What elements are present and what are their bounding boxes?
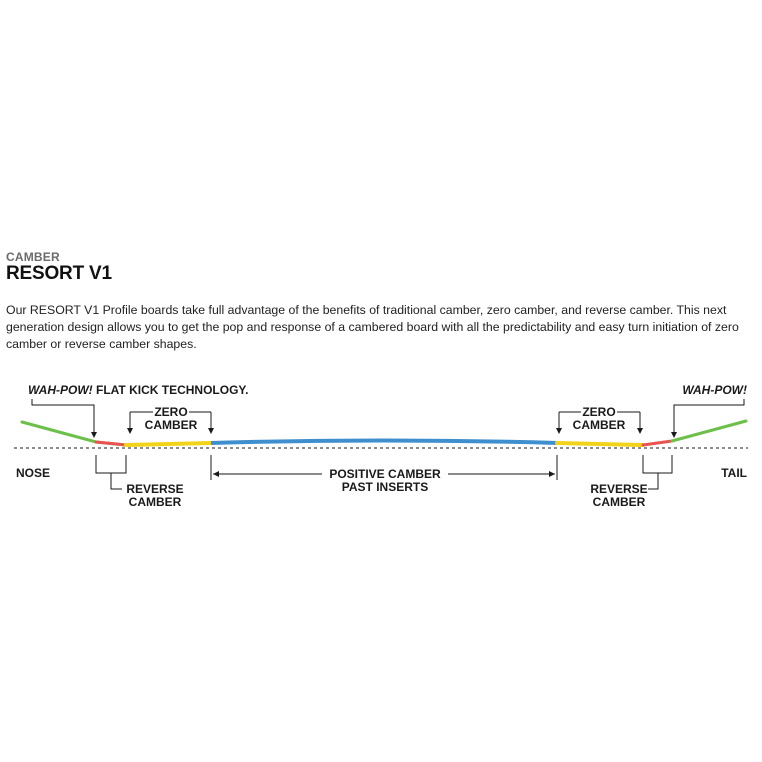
reverse-camber-right-leader xyxy=(648,473,658,489)
right-callout-arrow-icon xyxy=(671,432,677,438)
reverse-camber-left-line1: REVERSE xyxy=(126,482,184,496)
kick-segment-right xyxy=(672,421,746,441)
reverse-camber-right-bracket xyxy=(643,455,672,473)
zero-camber-left-line1: ZERO xyxy=(154,405,188,419)
reverse-camber-right-line2: CAMBER xyxy=(592,495,646,509)
right-callout-label: WAH-POW! xyxy=(682,383,747,397)
zero-segment-left xyxy=(126,443,211,445)
zero-segment-right xyxy=(557,443,643,445)
left-callout-arrow-icon xyxy=(91,432,97,438)
reverse-camber-left-leader xyxy=(111,473,122,489)
zero-camber-right-line1: ZERO xyxy=(582,405,616,419)
positive-camber-line1: POSITIVE CAMBER xyxy=(329,467,441,481)
zero-camber-right-line2: CAMBER xyxy=(572,418,626,432)
nose-label: NOSE xyxy=(16,466,51,480)
left-callout-leader xyxy=(32,399,94,436)
reverse-segment-right xyxy=(643,441,672,445)
positive-camber-line2: PAST INSERTS xyxy=(341,480,429,494)
kick-segment-left xyxy=(22,422,126,445)
page-title: RESORT V1 xyxy=(6,263,112,284)
zero-camber-left-line2: CAMBER xyxy=(144,418,198,432)
positive-camber-segment xyxy=(211,441,557,444)
tail-label: TAIL xyxy=(721,466,747,480)
reverse-camber-left-bracket xyxy=(96,455,126,473)
profile-description: Our RESORT V1 Profile boards take full advantage of the benefits of traditional camber, zero camber, and reverse camber. This next generation design allows you to get the pop and response of a cambered board with all the predictability and easy turn initiation of zero camber or reverse camber shapes. xyxy=(6,303,739,351)
section-eyebrow: CAMBER xyxy=(6,250,60,264)
left-callout-label: WAH-POW! FLAT KICK TECHNOLOGY. xyxy=(28,383,249,397)
reverse-segment-left xyxy=(96,442,126,445)
reverse-camber-left-line2: CAMBER xyxy=(128,495,182,509)
reverse-camber-right-line1: REVERSE xyxy=(590,482,648,496)
